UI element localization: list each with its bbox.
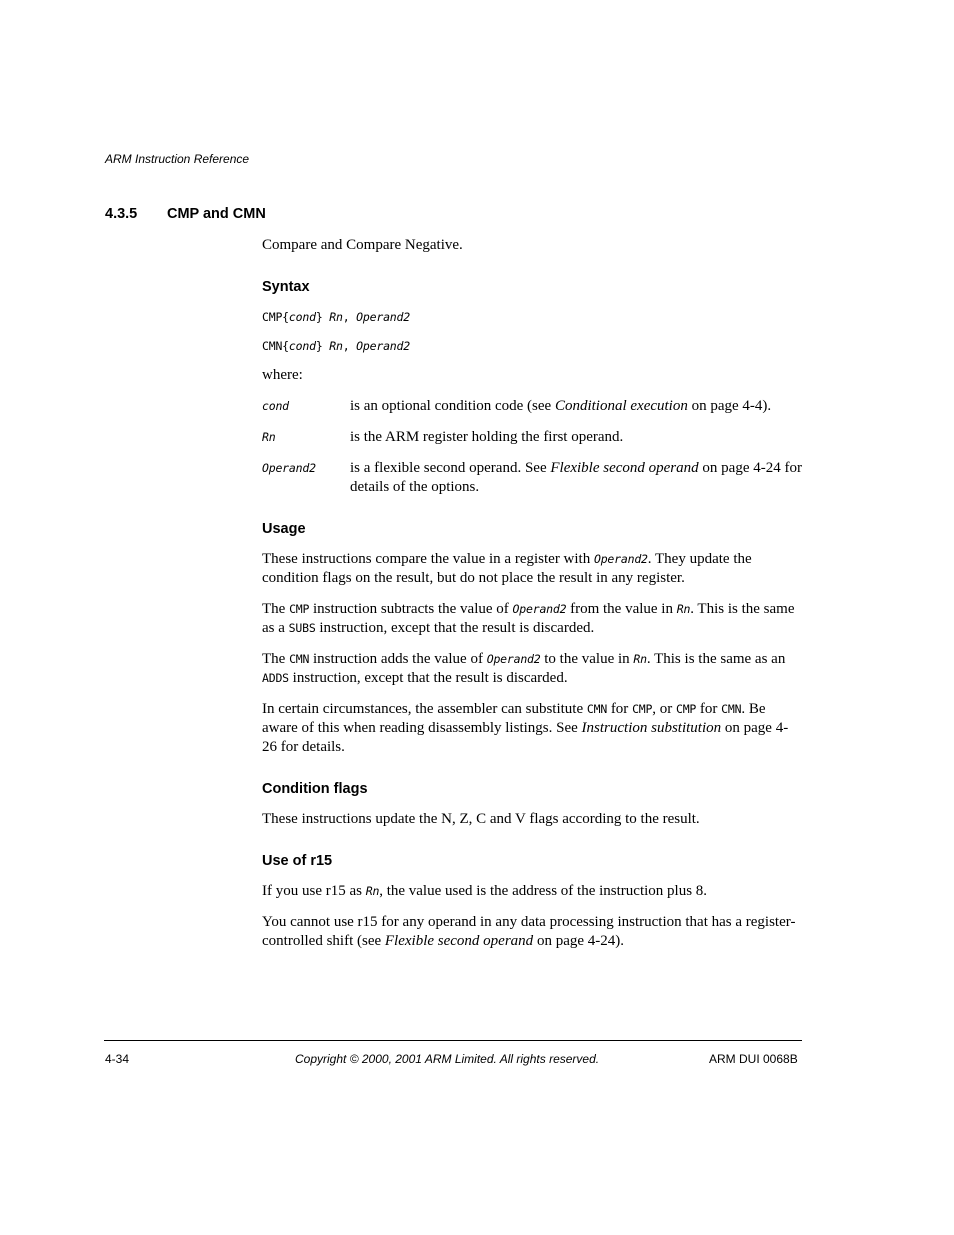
document-id: ARM DUI 0068B	[709, 1052, 798, 1066]
definition-row	[262, 459, 802, 497]
cross-reference[interactable]: Instruction substitution	[581, 720, 722, 736]
running-header: ARM Instruction Reference	[105, 152, 250, 166]
condition-flags-text: These instructions update the N, Z, C and V flags according to the result.	[262, 811, 700, 827]
r15-paragraph: If you use r15 as Rn, the value used is the address of the instruction plus 8.	[262, 883, 708, 899]
page-number: 4-34	[105, 1052, 130, 1066]
definition-term: Rn	[262, 430, 276, 444]
syntax-mnemonic: CMP	[262, 310, 283, 324]
r15-paragraph: You cannot use r15 for any operand in any data processing instruction that has a register-controlled shift (see Flexible second operand on page 4-24).	[262, 914, 796, 949]
definition-term: cond	[262, 399, 289, 413]
where-label: where:	[262, 367, 303, 383]
usage-paragraph: In certain circumstances, the assembler can substitute CMN for CMP, or CMP for CMN. Be aware of this when reading disassembly listings. See Instruction substitution on page 4-26 for details.	[262, 701, 789, 755]
syntax-rn: Rn	[329, 310, 343, 324]
main-content	[262, 236, 802, 963]
syntax-line-cmn: CMN{cond} Rn, Operand2	[262, 339, 410, 353]
syntax-operand2: Operand2	[356, 339, 410, 353]
syntax-line-cmp: CMP{cond} Rn, Operand2	[262, 310, 410, 324]
usage-paragraph: The CMP instruction subtracts the value of Operand2 from the value in Rn. This is the same as a SUBS instruction, except that the result is discarded.	[262, 601, 795, 636]
definition-desc: is an optional condition code (see Conditional execution on page 4-4).	[350, 398, 772, 414]
section-number: 4.3.5	[105, 206, 138, 222]
cross-reference[interactable]: Conditional execution	[554, 398, 688, 414]
usage-paragraph: These instructions compare the value in a register with Operand2. They update the condition flags on the result, but do not place the result in any register.	[262, 551, 752, 586]
definition-row	[262, 428, 802, 447]
r15-heading: Use of r15	[262, 853, 333, 869]
syntax-operand2: Operand2	[356, 310, 410, 324]
cross-reference[interactable]: Flexible second operand	[550, 460, 699, 476]
syntax-rn: Rn	[329, 339, 343, 353]
syntax-cond: cond	[288, 339, 316, 353]
syntax-mnemonic: CMN	[262, 339, 283, 353]
copyright-notice: Copyright © 2000, 2001 ARM Limited. All rights reserved.	[295, 1052, 600, 1066]
definition-desc: is the ARM register holding the first operand.	[350, 429, 624, 445]
syntax-heading: Syntax	[262, 279, 310, 295]
definition-desc: is a flexible second operand. See Flexible second operand on page 4-24 for details of the options.	[350, 460, 802, 495]
section-title: CMP and CMN	[167, 206, 266, 222]
condition-flags-heading: Condition flags	[262, 781, 368, 797]
cross-reference[interactable]: Flexible second operand	[384, 933, 534, 949]
section-intro: Compare and Compare Negative.	[262, 237, 463, 253]
definition-term: Operand2	[262, 461, 316, 475]
usage-paragraph: The CMN instruction adds the value of Operand2 to the value in Rn. This is the same as an ADDS instruction, except that the result is discarded.	[262, 651, 786, 686]
section-heading	[105, 206, 266, 222]
footer-divider	[104, 1040, 802, 1041]
usage-heading: Usage	[262, 521, 306, 537]
definition-row	[262, 397, 802, 416]
operand-definitions	[262, 397, 802, 497]
syntax-cond: cond	[288, 310, 316, 324]
